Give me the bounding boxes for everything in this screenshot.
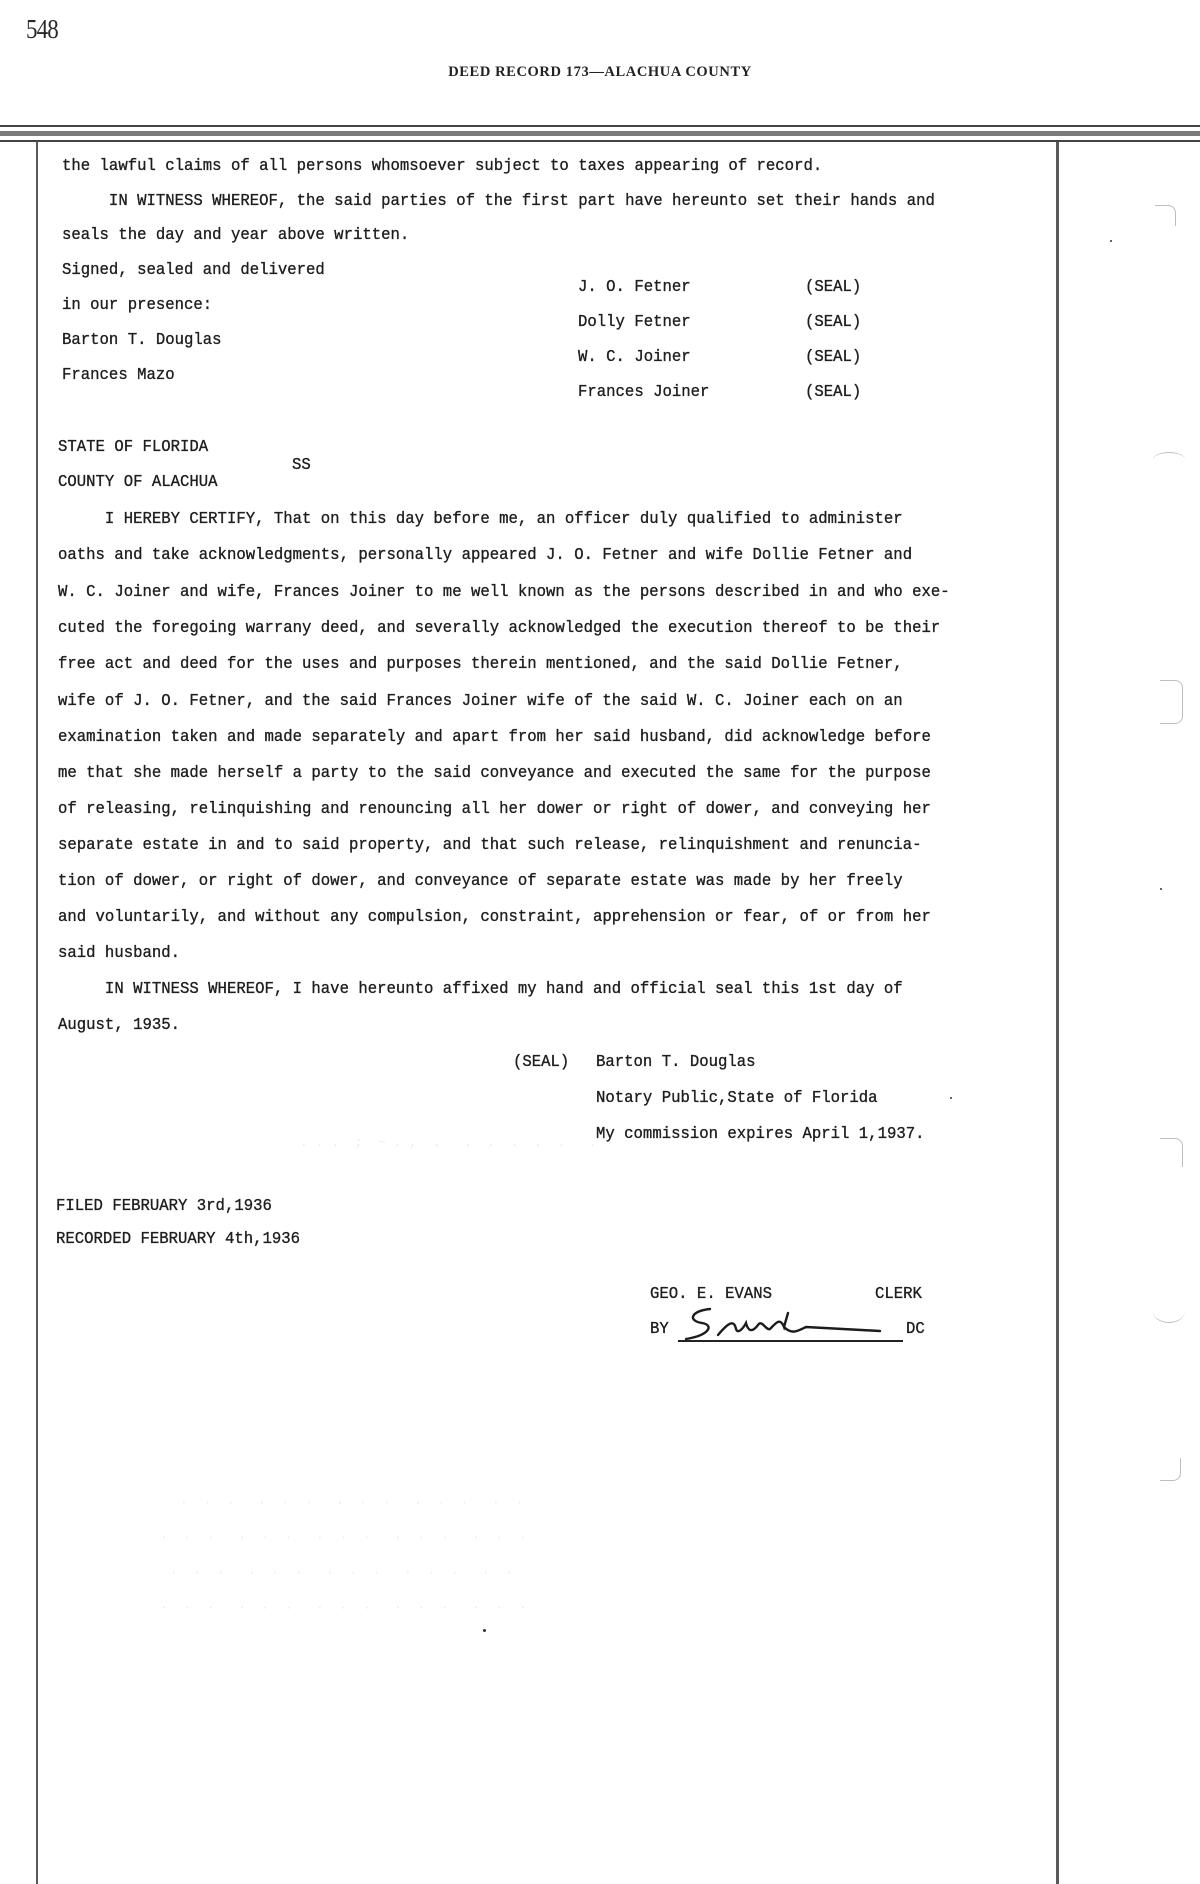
- clerk-name: GEO. E. EVANS: [650, 1285, 773, 1304]
- notary-commission: My commission expires April 1,1937.: [596, 1125, 925, 1144]
- acknowledgment-line: oaths and take acknowledgments, personally appeared J. O. Fetner and wife Dollie Fetner and: [58, 546, 913, 565]
- witness-name: Barton T. Douglas: [62, 331, 222, 350]
- grantor-name: W. C. Joiner: [578, 348, 691, 367]
- grantor-name: J. O. Fetner: [578, 278, 691, 297]
- notary-title: Notary Public,State of Florida: [596, 1089, 878, 1108]
- acknowledgment-line: me that she made herself a party to the said conveyance and executed the same for the purpose: [58, 764, 931, 783]
- witness-caption: in our presence:: [62, 296, 213, 315]
- acknowledgment-line: said husband.: [58, 944, 181, 963]
- notary-seal: (SEAL): [513, 1053, 570, 1072]
- venue-ss: SS: [292, 456, 311, 475]
- grantor-name: Dolly Fetner: [578, 313, 691, 332]
- binder-hole: [1160, 1458, 1181, 1481]
- venue-county: COUNTY OF ALACHUA: [58, 473, 218, 492]
- acknowledgment-line: of releasing, relinquishing and renouncing all her dower or right of dower, and conveying her: [58, 800, 931, 819]
- page-title: DEED RECORD 173—ALACHUA COUNTY: [448, 64, 752, 80]
- acknowledgment-line: cuted the foregoing warrany deed, and severally acknowledged the execution thereof to be their: [58, 619, 941, 638]
- acknowledgment-line: and voluntarily, and without any compulsion, constraint, apprehension or fear, of or from her: [58, 908, 931, 927]
- paper-speck: [1160, 888, 1162, 890]
- deed-text-line: the lawful claims of all persons whomsoever subject to taxes appearing of record.: [62, 157, 823, 176]
- witness-caption: Signed, sealed and delivered: [62, 261, 325, 280]
- witness-name: Frances Mazo: [62, 366, 175, 385]
- venue-state: STATE OF FLORIDA: [58, 438, 209, 457]
- bleed-through-text: . . . ; ~ . , . . . . . . .: [300, 1135, 597, 1150]
- acknowledgment-line: wife of J. O. Fetner, and the said Frances Joiner wife of the said W. C. Joiner each on an: [58, 692, 903, 711]
- notary-name: Barton T. Douglas: [596, 1053, 756, 1072]
- grantor-seal: (SEAL): [805, 278, 862, 297]
- deputy-signature: [680, 1305, 910, 1345]
- grantor-seal: (SEAL): [805, 313, 862, 332]
- acknowledgment-line: IN WITNESS WHEREOF, I have hereunto affixed my hand and official seal this 1st day of: [58, 980, 903, 999]
- acknowledgment-line: examination taken and made separately and apart from her said husband, did acknowledge before: [58, 728, 931, 747]
- header-rule-bottom: [0, 140, 1200, 142]
- grantor-seal: (SEAL): [805, 348, 862, 367]
- grantor-seal: (SEAL): [805, 383, 862, 402]
- bleed-through-text: · · · · · · · · · · · · · · ·: [160, 1530, 527, 1545]
- clerk-by-label: BY: [650, 1320, 669, 1339]
- binder-hole: [1160, 1138, 1183, 1167]
- bleed-through-text: · · · · · · · · · · · · · ·: [170, 1565, 514, 1580]
- acknowledgment-line: separate estate in and to said property, and that such release, relinquishment and renuncia-: [58, 836, 922, 855]
- right-margin-rule: [1056, 142, 1059, 1884]
- binder-hole: [1155, 205, 1176, 226]
- header-rule-thick: [0, 131, 1200, 136]
- header-rule-top: [0, 125, 1200, 127]
- binder-hole: [1153, 1300, 1185, 1323]
- deputy-clerk-label: DC: [906, 1320, 925, 1339]
- left-margin-rule: [36, 142, 38, 1884]
- acknowledgment-line: August, 1935.: [58, 1016, 181, 1035]
- paper-speck: [1110, 240, 1112, 242]
- acknowledgment-line: W. C. Joiner and wife, Frances Joiner to me well known as the persons described in and who exe-: [58, 583, 950, 602]
- acknowledgment-line: free act and deed for the uses and purposes therein mentioned, and the said Dollie Fetner,: [58, 655, 903, 674]
- recorded-date: RECORDED FEBRUARY 4th,1936: [56, 1230, 301, 1249]
- binder-hole: [1160, 680, 1183, 724]
- clerk-title: CLERK: [875, 1285, 922, 1304]
- paper-speck: [483, 1629, 486, 1632]
- page-number: 548: [26, 14, 58, 44]
- binder-hole: [1153, 452, 1185, 467]
- acknowledgment-line: I HEREBY CERTIFY, That on this day before me, an officer duly qualified to administer: [58, 510, 903, 529]
- paper-speck: [950, 1097, 952, 1099]
- bleed-through-text: · · · · · · · · · · · · · · ·: [160, 1600, 527, 1615]
- deed-text-line: seals the day and year above written.: [62, 226, 410, 245]
- bleed-through-text: · · · · · · · · · · · · · ·: [180, 1495, 524, 1510]
- acknowledgment-line: tion of dower, or right of dower, and conveyance of separate estate was made by her freely: [58, 872, 903, 891]
- deed-text-line: IN WITNESS WHEREOF, the said parties of the first part have hereunto set their hands and: [62, 192, 935, 211]
- grantor-name: Frances Joiner: [578, 383, 710, 402]
- filed-date: FILED FEBRUARY 3rd,1936: [56, 1197, 272, 1216]
